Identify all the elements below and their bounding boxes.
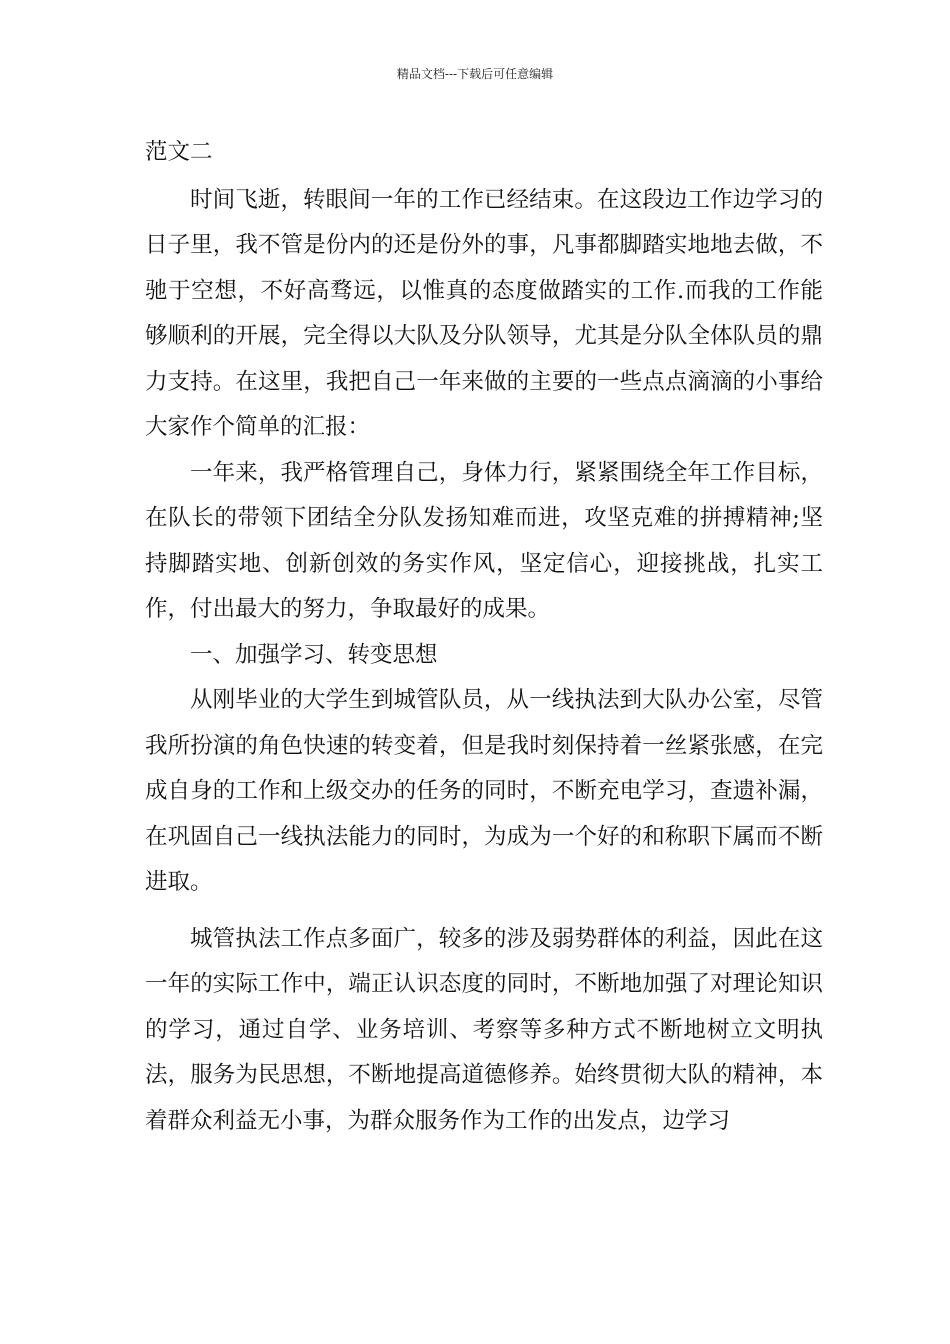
paragraph-law-enforcement: 城管执法工作点多面广，较多的涉及弱势群体的利益，因此在这一年的实际工作中，端正认识态度的同时，不断地加强了对理论知识的学习，通过自学、业务培训、考察等多种方式不断地树立文明执法，服务为民思想，不断地提高道德修养。始终贯彻大队的精神，本着群众利益无小事，为群众服务作为工作的出发点，边学习 — [145, 925, 823, 1134]
document-body — [145, 130, 823, 1144]
section-heading: 一、加强学习、转变思想 — [190, 641, 438, 668]
paragraph-intro: 时间飞逝，转眼间一年的工作已经结束。在这段边工作边学习的日子里，我不管是份内的还是份外的事，凡事都脚踏实地地去做，不驰于空想，不好高骛远，以惟真的态度做踏实的工作.而我的工作能够顺利的开展，完全得以大队及分队领导，尤其是分队全体队员的鼎力支持。在这里，我把自己一年来做的主要的一些点点滴滴的小事给大家作个简单的汇报： — [145, 186, 823, 440]
document-title: 范文二 — [145, 139, 213, 165]
paragraph-role-change: 从刚毕业的大学生到城管队员，从一线执法到大队办公室，尽管我所扮演的角色快速的转变着，但是我时刻保持着一丝紧张感，在完成自身的工作和上级交办的任务的同时，不断充电学习，查遗补漏，在巩固自己一线执法能力的同时，为成为一个好的和称职下属而不断进取。 — [145, 687, 823, 895]
paragraph-summary: 一年来，我严格管理自己，身体力行，紧紧围绕全年工作目标，在队长的带领下团结全分队发扬知难而进，攻坚克难的拼搏精神;坚持脚踏实地、创新创效的务实作风，坚定信心，迎接挑战，扎实工作，付出最大的努力，争取最好的成果。 — [145, 459, 823, 622]
page-header: 精品文档---下载后可任意编辑 — [396, 67, 554, 81]
